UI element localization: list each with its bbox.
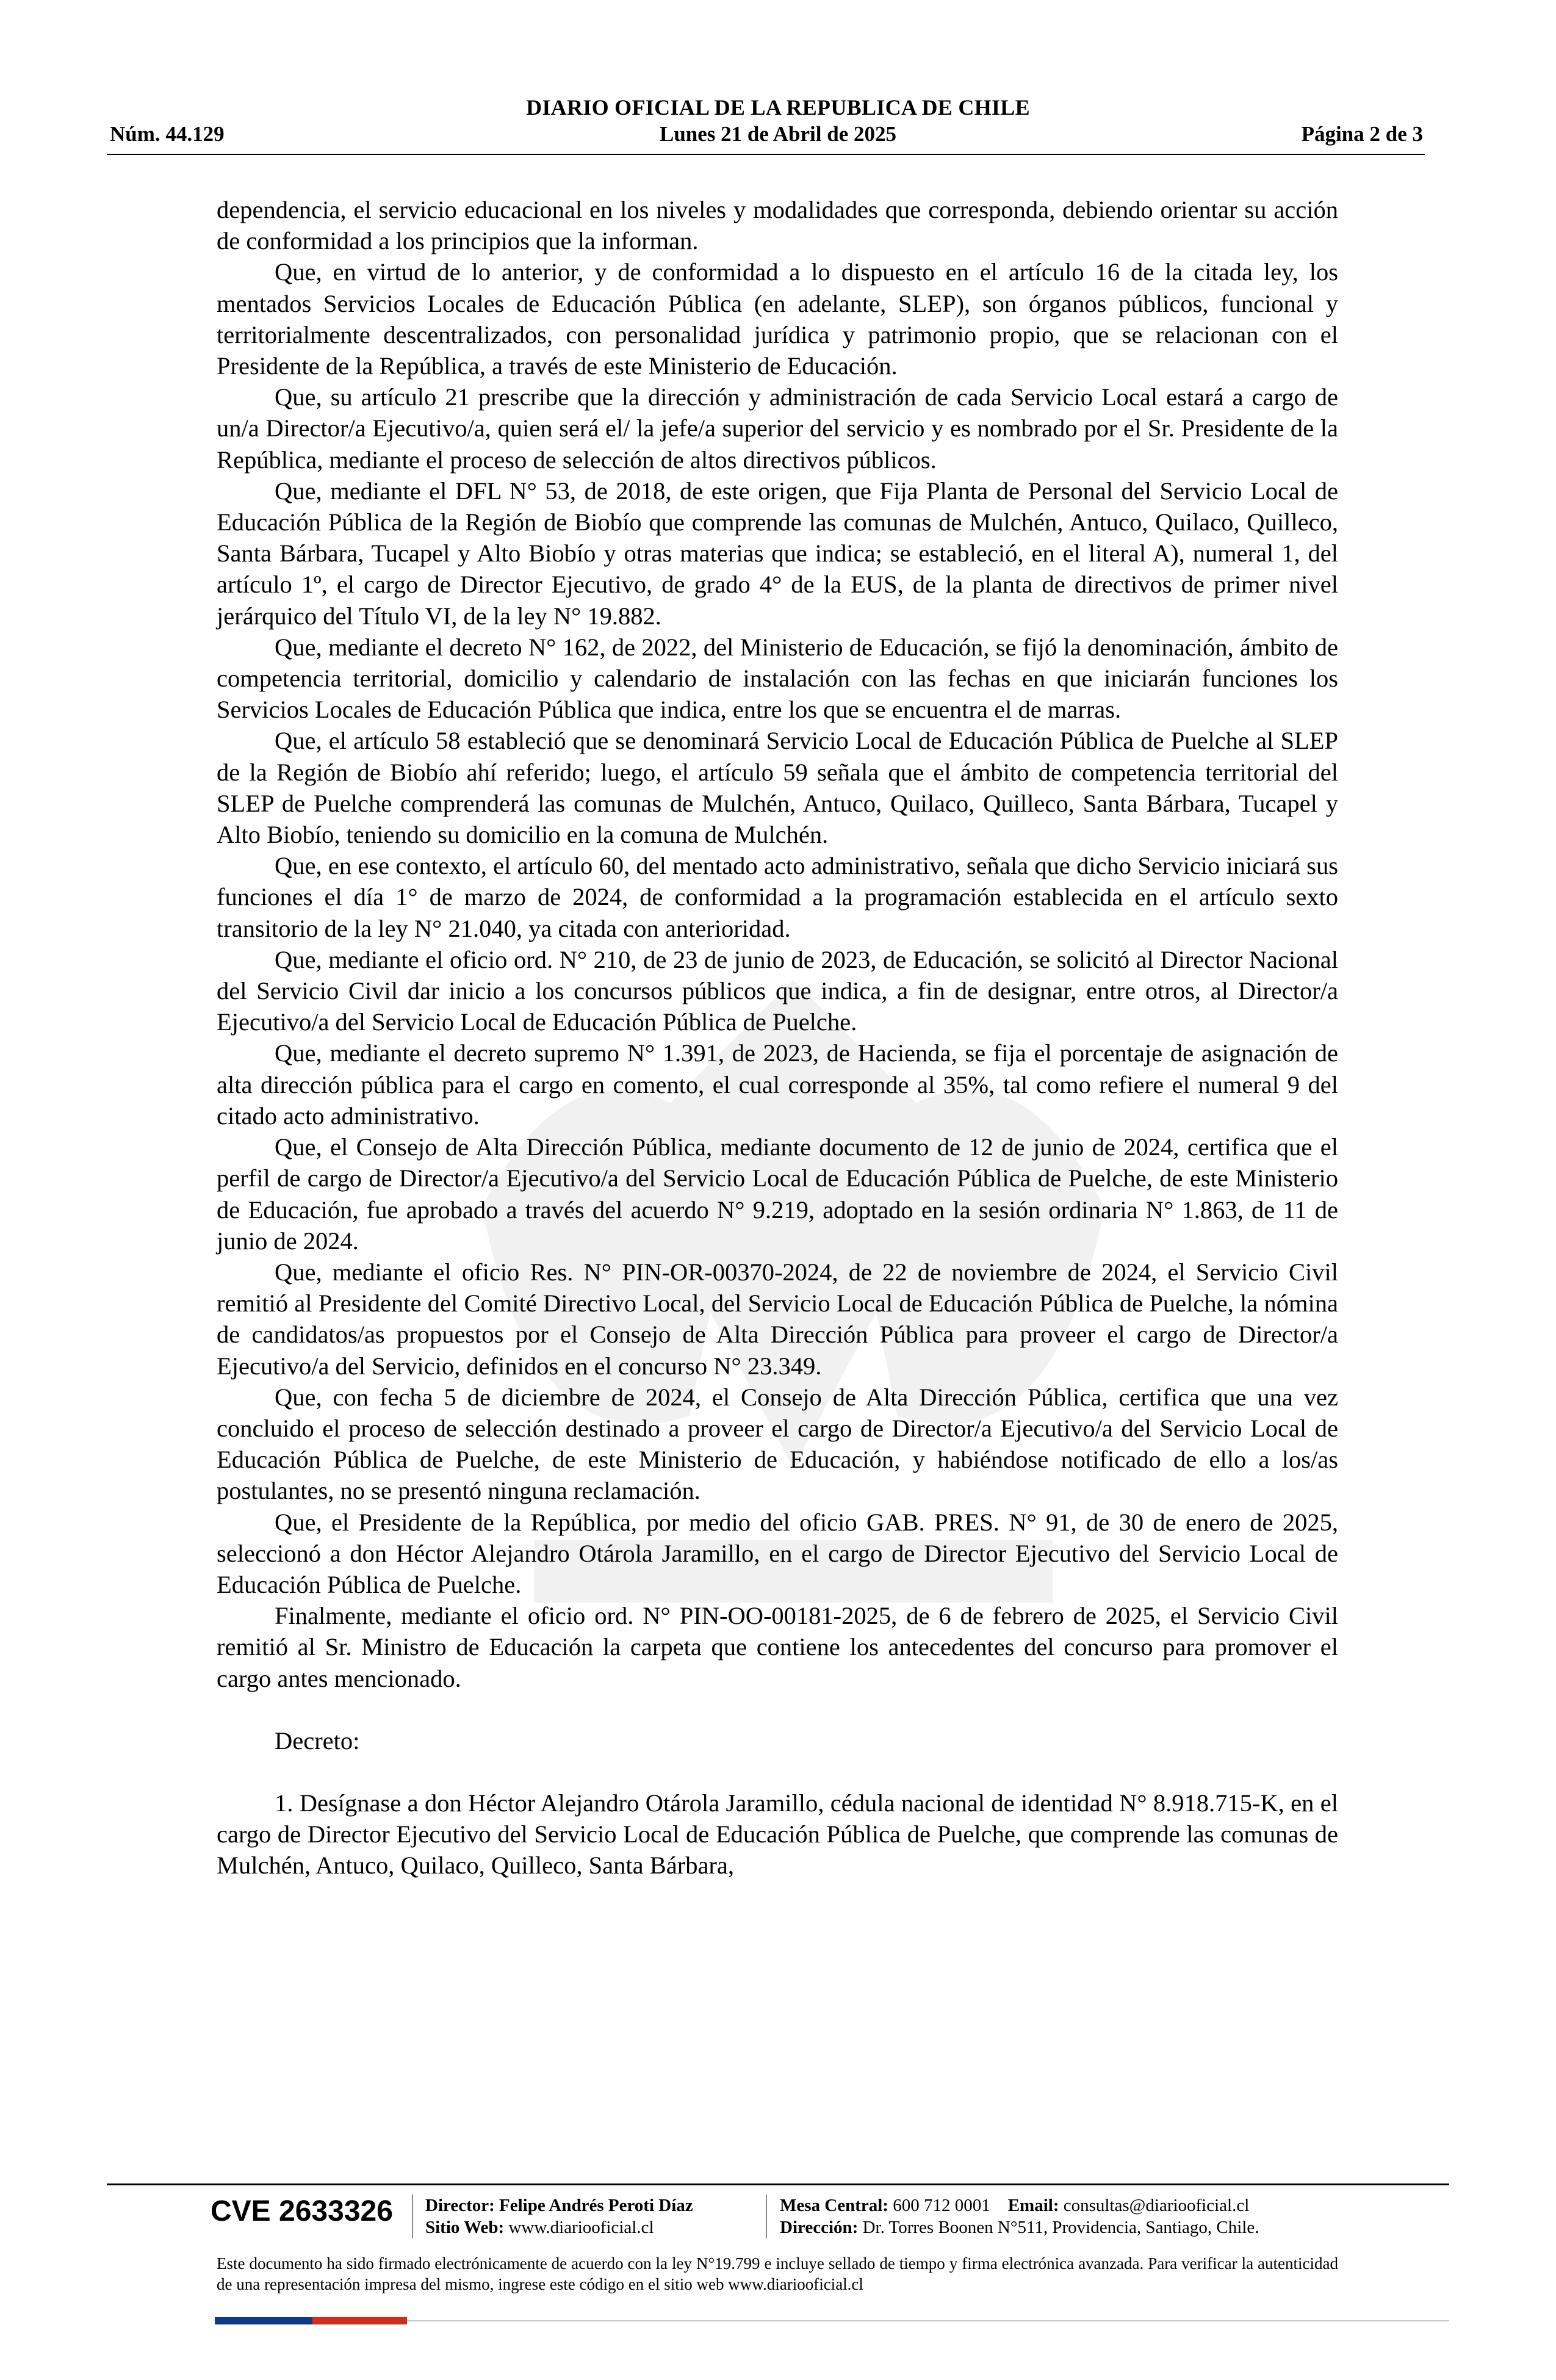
footer-separator [412,2194,413,2238]
site-link[interactable]: www.diariooficial.cl [508,2218,654,2237]
body-paragraph: Que, con fecha 5 de diciembre de 2024, el Consejo de Alta Dirección Pública, certifica que una vez concluido el proceso de selección destinado a proveer el cargo de Director/a Ejecutivo/a del Servicio Local de Educación Pública de Puelche, de este Ministerio de Educación, y habiéndose notificado de ello a los/as postulantes, no se presentó ninguna reclamación. [217,1383,1338,1505]
footer-director-block [425,2194,693,2238]
issue-number: Núm. 44.129 [110,122,225,146]
body-paragraph: dependencia, el servicio educacional en los niveles y modalidades que corresponda, debiendo orientar su acción de conformidad a los principios que la informan. [217,196,1338,255]
body-paragraph: Que, mediante el decreto N° 162, de 2022, del Ministerio de Educación, se fijó la denominación, ámbito de competencia territorial, domicilio y calendario de instalación con las fechas en que iniciarán funciones los Servicios Locales de Educación Pública que indica, entre los que se encuentra el de marras. [217,633,1338,724]
body-paragraph: Que, el Consejo de Alta Dirección Pública, mediante documento de 12 de junio de 2024, certifica que el perfil de cargo de Director/a Ejecutivo/a del Servicio Local de Educación Pública de Puelche, de este Ministerio de Educación, fue aprobado a través del acuerdo N° 9.219, adoptado en la sesión ordinaria N° 1.863, de 11 de junio de 2024. [217,1133,1338,1255]
body-paragraph: Que, el Presidente de la República, por medio del oficio GAB. PRES. N° 91, de 30 de enero de 2025, seleccionó a don Héctor Alejandro Otárola Jaramillo, en el cargo de Director Ejecutivo del Servicio Local de Educación Pública de Puelche. [217,1508,1338,1598]
body-paragraph: Que, mediante el decreto supremo N° 1.391, de 2023, de Hacienda, se fija el porcentaje de asignación de alta dirección pública para el cargo en comento, el cual corresponde al 35%, tal como refiere el numeral 9 del citado acto administrativo. [217,1039,1338,1130]
mesa-phone: 600 712 0001 [893,2196,990,2215]
body-paragraph: Que, mediante el oficio Res. N° PIN-OR-00370-2024, de 22 de noviembre de 2024, el Servicio Civil remitió al Presidente del Comité Directivo Local, del Servicio Local de Educación Pública de Puelche, la nómina de candidatos/as propuestos por el Consejo de Alta Dirección Pública para proveer el cargo de Director/a Ejecutivo/a del Servicio, definidos en el concurso N° 23.349. [217,1258,1338,1380]
signature-notice: Este documento ha sido firmado electrónicamente de acuerdo con la ley N°19.799 e incluye sellado de tiempo y firma electrónica avanzada. Para verificar la autenticidad de una representación impresa del mismo, ingrese este código en el sitio web www.diariooficial.cl [217,2254,1338,2293]
address-value: Dr. Torres Boonen N°511, Providencia, Santiago, Chile. [862,2218,1259,2237]
footer-contact-block [780,2194,1259,2238]
footer-separator [766,2194,767,2238]
cve-code: CVE 2633326 [211,2195,393,2227]
header-divider [107,154,1425,155]
director-label: Director: [425,2196,495,2215]
decreto-heading: Decreto: [275,1726,360,1754]
body-paragraph: Que, mediante el oficio ord. N° 210, de 23 de junio de 2023, de Educación, se solicitó al Director Nacional del Servicio Civil dar inicio a los concursos públicos que indica, a fin de designar, entre otros, al Director/a Ejecutivo/a del Servicio Local de Educación Pública de Puelche. [217,945,1338,1036]
mesa-label: Mesa Central: [780,2196,888,2215]
body-paragraph: Que, en virtud de lo anterior, y de conformidad a lo dispuesto en el artículo 16 de la citada ley, los mentados Servicios Locales de Educación Pública (en adelante, SLEP), son órganos públicos, funcional y territorialmente descentralizados, con personalidad jurídica y patrimonio propio, que se relacionan con el Presidente de la República, a través de este Ministerio de Educación. [217,258,1338,380]
body-paragraph: Que, en ese contexto, el artículo 60, del mentado acto administrativo, señala que dicho Servicio iniciará sus funciones el día 1° de marzo de 2024, de conformidad a la programación establecida en el artículo sexto transitorio de la ley N° 21.040, ya citada con anterioridad. [217,852,1338,942]
director-name: Felipe Andrés Peroti Díaz [499,2196,693,2215]
page-indicator: Página 2 de 3 [1301,122,1423,146]
flag-stripe-blue [215,2317,312,2324]
footer-base-line [407,2320,1449,2321]
body-paragraph: Finalmente, mediante el oficio ord. N° PIN-OO-00181-2025, de 6 de febrero de 2025, el Servicio Civil remitió al Sr. Ministro de Educación la carpeta que contiene los antecedentes del concurso para promover el cargo antes mencionado. [217,1602,1338,1692]
email-label: Email: [1007,2196,1059,2215]
body-paragraph: Que, su artículo 21 prescribe que la dirección y administración de cada Servicio Local estará a cargo de un/a Director/a Ejecutivo/a, quien será el/ la jefe/a superior del servicio y es nombrado por el Sr. Presidente de la República, mediante el proceso de selección de altos directivos públicos. [217,383,1338,474]
footer-divider [107,2183,1449,2185]
document-body [217,194,1338,1881]
address-label: Dirección: [780,2218,859,2237]
newspaper-title: DIARIO OFICIAL DE LA REPUBLICA DE CHILE [526,95,1030,120]
decree-article-1: 1. Desígnase a don Héctor Alejandro Otárola Jaramillo, cédula nacional de identidad N° 8.918.715-K, en el cargo de Director Ejecutivo del Servicio Local de Educación Pública de Puelche, que comprende las comunas de Mulchén, Antuco, Quilaco, Quilleco, Santa Bárbara, [217,1789,1338,1880]
email-link[interactable]: consultas@diariooficial.cl [1063,2196,1250,2215]
body-paragraph: Que, mediante el DFL N° 53, de 2018, de este origen, que Fija Planta de Personal del Servicio Local de Educación Pública de la Región de Biobío que comprende las comunas de Mulchén, Antuco, Quilaco, Quilleco, Santa Bárbara, Tucapel y Alto Biobío y otras materias que indica; se estableció, en el literal A), numeral 1, del artículo 1º, el cargo de Director Ejecutivo, de grado 4° de la EUS, de la planta de directivos de primer nivel jerárquico del Título VI, de la ley N° 19.882. [217,477,1338,630]
body-paragraph: Que, el artículo 58 estableció que se denominará Servicio Local de Educación Pública de Puelche al SLEP de la Región de Biobío ahí referido; luego, el artículo 59 señala que el ámbito de competencia territorial del SLEP de Puelche comprenderá las comunas de Mulchén, Antuco, Quilaco, Quilleco, Santa Bárbara, Tucapel y Alto Biobío, teniendo su domicilio en la comuna de Mulchén. [217,727,1338,849]
site-label: Sitio Web: [425,2218,505,2237]
flag-stripe-red [312,2317,407,2324]
issue-date: Lunes 21 de Abril de 2025 [660,122,896,146]
